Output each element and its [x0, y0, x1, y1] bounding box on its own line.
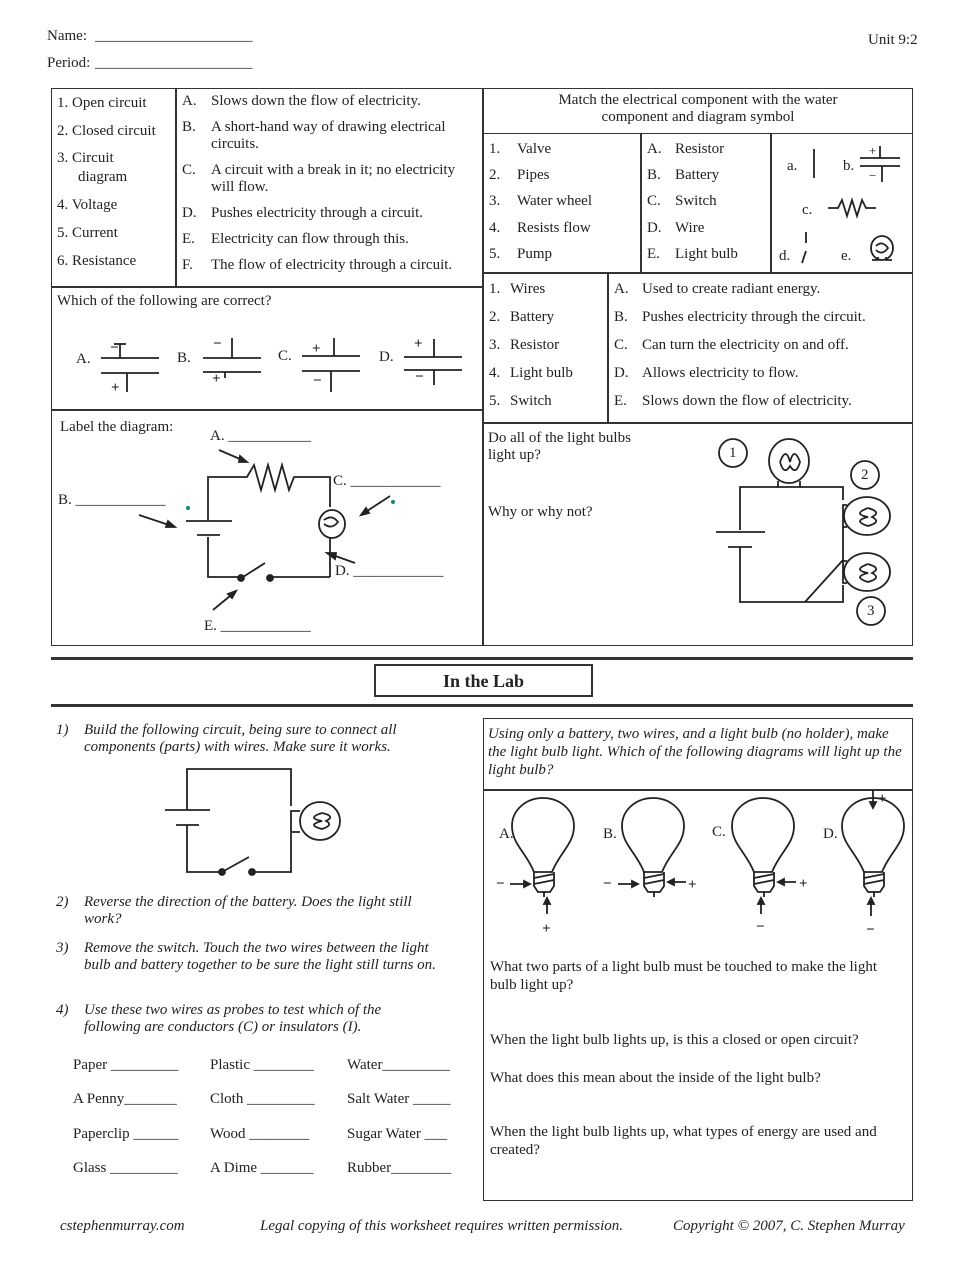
bulb-option-label: B. [603, 826, 617, 842]
def-letter: B. [182, 119, 196, 135]
part-num: 3. [489, 337, 501, 353]
footer-copyright: Copyright © 2007, C. Stephen Murray [673, 1218, 905, 1234]
symbol-label: e. [841, 248, 852, 264]
material-item[interactable]: A Penny_______ [73, 1091, 177, 1107]
use-letter: D. [614, 365, 629, 381]
part-item: Wires [510, 281, 546, 297]
material-item[interactable]: Salt Water _____ [347, 1091, 451, 1107]
def-letter: D. [182, 205, 197, 221]
bulb-number: 2 [861, 467, 869, 483]
material-item[interactable]: Wood ________ [210, 1126, 310, 1142]
def-letter: F. [182, 257, 193, 273]
term-item: 6. Resistance [57, 253, 137, 269]
step-number: 3) [56, 940, 69, 956]
symbol-label: a. [787, 158, 798, 174]
term-item: 1. Open circuit [57, 95, 147, 111]
lab-title: In the Lab [442, 671, 525, 691]
term-item: 2. Closed circuit [57, 123, 156, 139]
part-item: Switch [510, 393, 552, 409]
unit-label: Unit 9:2 [868, 32, 918, 48]
part-num: 2. [489, 309, 501, 325]
symbol-label: c. [802, 202, 813, 218]
electric-letter: D. [647, 220, 662, 236]
part-num: 4. [489, 365, 501, 381]
bulb-number: 3 [867, 603, 875, 619]
material-item[interactable]: Plastic ________ [210, 1057, 314, 1073]
use-item: Allows electricity to flow. [642, 365, 799, 381]
minus-sign: − [313, 373, 322, 389]
material-item[interactable]: Paper _________ [73, 1057, 179, 1073]
minus-sign: − [213, 336, 222, 352]
def-letter: A. [182, 93, 197, 109]
water-item: Pipes [517, 167, 550, 183]
bulbs-question: Do all of the light bulbs light up? [488, 430, 631, 463]
use-letter: E. [614, 393, 627, 409]
battery-option-label: C. [278, 348, 292, 364]
material-item[interactable]: Water_________ [347, 1057, 450, 1073]
def-text: A circuit with a break in it; no electricity will flow. [211, 162, 456, 195]
part-item: Battery [510, 309, 555, 325]
bulb-option-label: C. [712, 824, 726, 840]
def-text: A short-hand way of drawing electrical circuits. [211, 119, 446, 152]
use-item: Can turn the electricity on and off. [642, 337, 849, 353]
electric-item: Wire [675, 220, 705, 236]
minus-sign: − [603, 876, 612, 892]
electric-item: Switch [675, 193, 717, 209]
def-text: Pushes electricity through a circuit. [211, 205, 424, 221]
label-e[interactable]: E. ____________ [204, 618, 311, 634]
def-letter: C. [182, 162, 196, 178]
battery-option-label: D. [379, 349, 394, 365]
electric-letter: A. [647, 141, 662, 157]
bulb-option-label: D. [823, 826, 838, 842]
minus-sign: − [756, 919, 765, 935]
electric-letter: E. [647, 246, 660, 262]
label-b[interactable]: B. ____________ [58, 492, 166, 508]
step-number: 4) [56, 1002, 69, 1018]
minus-sign: − [110, 340, 119, 356]
material-item[interactable]: Sugar Water ___ [347, 1126, 448, 1142]
term-item: 5. Current [57, 225, 118, 241]
minus-sign: − [496, 876, 505, 892]
step-text: Use these two wires as probes to test which of the following are conductors (C) or insulators (I). [84, 1002, 382, 1035]
lab-question: When the light bulb lights up, what types of energy are used and created? [490, 1124, 877, 1158]
use-letter: A. [614, 281, 629, 297]
period-field[interactable]: _____________________ [95, 55, 253, 71]
bulb-intro: Using only a battery, two wires, and a light bulb (no holder), make the light bulb light. Which of the following diagrams will light up the light bulb? [488, 726, 902, 778]
name-field[interactable]: _____________________ [95, 28, 253, 44]
plus-sign: + [878, 791, 887, 807]
plus-sign: + [869, 143, 877, 158]
electric-item: Resistor [675, 141, 725, 157]
minus-sign: − [866, 922, 875, 938]
use-item: Used to create radiant energy. [642, 281, 821, 297]
battery-question: Which of the following are correct? [57, 293, 272, 309]
term-item: diagram [78, 169, 128, 185]
def-text: Electricity can flow through this. [211, 231, 409, 247]
lab-question: When the light bulb lights up, is this a closed or open circuit? [490, 1032, 859, 1048]
minus-sign: − [415, 369, 424, 385]
def-letter: E. [182, 231, 195, 247]
plus-sign: + [312, 341, 321, 357]
water-item: Valve [517, 141, 552, 157]
water-num: 1. [489, 141, 501, 157]
use-item: Pushes electricity through the circuit. [642, 309, 866, 325]
period-label: Period: [47, 55, 91, 71]
step-text: Remove the switch. Touch the two wires between the light bulb and battery together to be sure the light still turns on. [84, 940, 436, 973]
use-letter: B. [614, 309, 628, 325]
footer-site: cstephenmurray.com [60, 1218, 185, 1234]
step-number: 1) [56, 722, 69, 738]
water-match-title: Match the electrical component with the water component and diagram symbol [558, 92, 838, 125]
electric-item: Light bulb [675, 246, 738, 262]
bulb-c [732, 798, 796, 914]
battery-option-label: A. [76, 351, 91, 367]
footer-legal: Legal copying of this worksheet requires written permission. [260, 1218, 624, 1234]
bulb-b [618, 798, 686, 897]
label-a[interactable]: A. ___________ [210, 428, 311, 444]
name-label: Name: [47, 28, 87, 44]
step-text: Build the following circuit, being sure to connect all components (parts) with wires. Make sure it works. [84, 722, 397, 755]
def-text: Slows down the flow of electricity. [211, 93, 421, 109]
plus-sign: + [111, 380, 120, 396]
bulb-option-label: A. [499, 826, 514, 842]
minus-sign: − [869, 168, 877, 183]
symbol-label: b. [843, 158, 855, 174]
water-item: Water wheel [517, 193, 592, 209]
water-num: 2. [489, 167, 501, 183]
part-num: 5. [489, 393, 501, 409]
symbol-label: d. [779, 248, 791, 264]
water-num: 3. [489, 193, 501, 209]
material-item[interactable]: Glass _________ [73, 1160, 178, 1176]
label-diagram-title: Label the diagram: [60, 419, 174, 435]
term-item: 4. Voltage [57, 197, 118, 213]
plus-sign: + [799, 876, 808, 892]
electric-letter: C. [647, 193, 661, 209]
label-c[interactable]: C. ____________ [333, 473, 441, 489]
step-number: 2) [56, 894, 69, 910]
part-num: 1. [489, 281, 501, 297]
bulb-d [842, 790, 904, 916]
bulb-a [510, 798, 574, 914]
water-num: 4. [489, 220, 501, 236]
step-text: Reverse the direction of the battery. Does the light still work? [84, 894, 412, 927]
part-item: Resistor [510, 337, 560, 353]
electric-item: Battery [675, 167, 720, 183]
label-d[interactable]: D. ____________ [335, 563, 444, 579]
plus-sign: + [542, 921, 551, 937]
bulbs-why-question: Why or why not? [488, 504, 593, 520]
material-item[interactable]: Cloth _________ [210, 1091, 315, 1107]
electric-letter: B. [647, 167, 661, 183]
plus-sign: + [212, 371, 221, 387]
def-text: The flow of electricity through a circuit. [211, 257, 453, 273]
lab-question: What does this mean about the inside of the light bulb? [490, 1070, 821, 1086]
material-item[interactable]: A Dime _______ [210, 1160, 314, 1176]
material-item[interactable]: Rubber________ [347, 1160, 452, 1176]
water-num: 5. [489, 246, 501, 262]
material-item[interactable]: Paperclip ______ [73, 1126, 179, 1142]
battery-option-label: B. [177, 350, 191, 366]
water-item: Resists flow [517, 220, 591, 236]
term-item: 3. Circuit [57, 150, 114, 166]
bulb-number: 1 [729, 445, 737, 461]
lab-question: What two parts of a light bulb must be touched to make the light bulb light up? [490, 959, 878, 993]
water-item: Pump [517, 246, 553, 262]
plus-sign: + [688, 877, 697, 893]
use-letter: C. [614, 337, 628, 353]
plus-sign: + [414, 336, 423, 352]
part-item: Light bulb [510, 365, 573, 381]
use-item: Slows down the flow of electricity. [642, 393, 852, 409]
